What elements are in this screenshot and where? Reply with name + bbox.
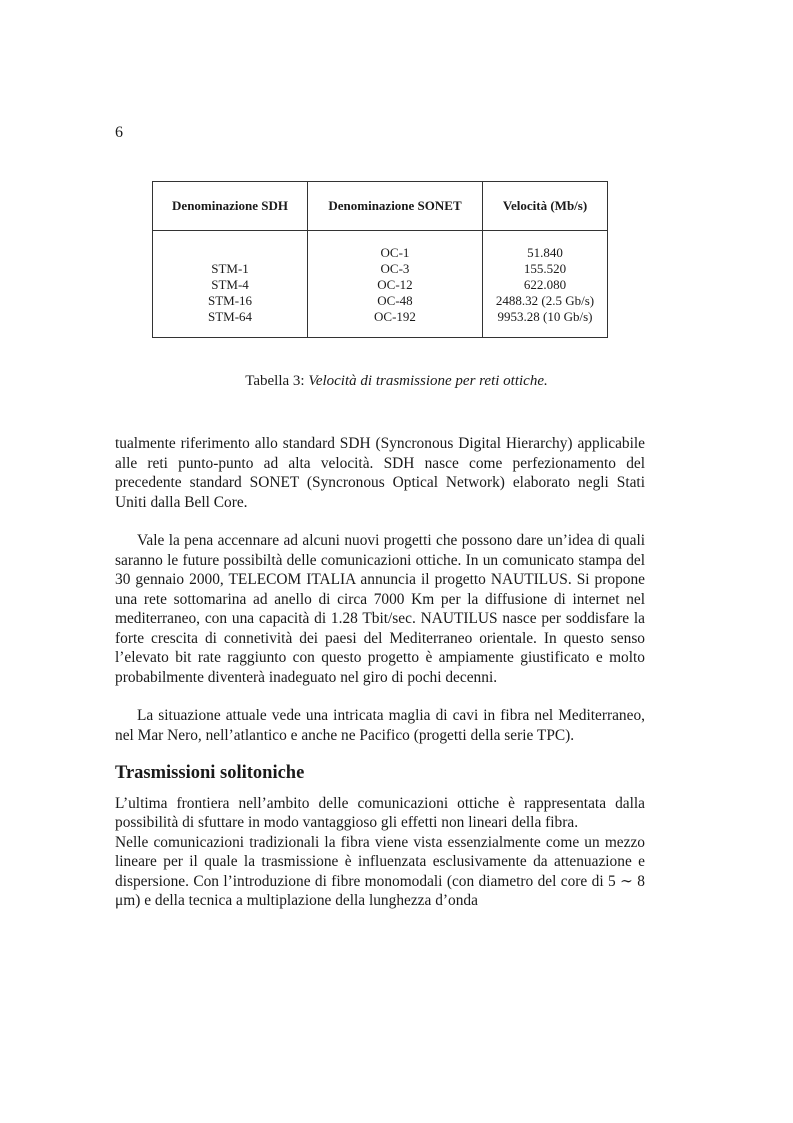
sonet-cell: OC-12 [377,277,413,292]
paragraph: Nelle comunicazioni tradizionali la fibra viene vista essenzialmente come un mezzo lineare per il quale la trasmissione è influenzata esclusivamente da attenuazione e dispersione. Con l’introduzione di fibre monomodali (con diametro del core di 5 ∼ 8 μm) e della tecnica a multiplazione della lunghezza d’onda [115,833,645,909]
body-text [115,434,645,911]
caption-text: Velocità di trasmissione per reti ottiche. [308,373,548,389]
paragraph: Vale la pena accennare ad alcuni nuovi progetti che possono dare un’idea di quali saranno le future possibiltà delle comunicazioni ottiche. In un comunicato stampa del 30 gennaio 2000, TELECOM ITALIA annuncia il progetto NAUTILUS. Si propone una rete sottomarina ad anello di circa 7000 Km per la diffusione di internet nel mediterraneo, con una capacità di 1.28 Tbit/sec. NAUTILUS nasce per soddisfare la forte crescita di connetività dei paesi del Mediterraneo orientale. In questo senso l’elevato bit rate raggiunto con questo progetto è ampiamente giustificato e molto probabilmente diventerà inadeguato nel giro di pochi decenni. [115,532,645,686]
sonet-cell: OC-48 [377,293,413,308]
caption-label: Tabella 3: [245,373,305,389]
sonet-cell: OC-1 [380,245,410,260]
speed-cell: 622.080 [523,277,567,292]
sdh-cell: STM-1 [211,261,249,276]
speed-cell: 51.840 [527,245,563,260]
speed-column [483,231,608,338]
paragraph: L’ultima frontiera nell’ambito delle comunicazioni ottiche è rappresentata dalla possibilità di sfuttare in modo vantaggioso gli effetti non lineari della fibra. [115,794,645,831]
sdh-column [153,231,308,338]
sdh-cell: STM-4 [211,277,249,292]
sonet-cell: OC-192 [374,309,416,324]
section-heading: Trasmissioni solitoniche [115,763,305,783]
header-sdh: Denominazione SDH [153,182,308,231]
speed-cell: 9953.28 (10 Gb/s) [497,309,593,324]
speed-cell: 155.520 [523,261,567,276]
sonet-column [308,231,483,338]
speed-table-wrapper [152,181,608,338]
table-header-row [153,182,608,231]
table-caption [0,373,793,390]
speed-cell: 2488.32 (2.5 Gb/s) [495,293,595,308]
sdh-cell: STM-16 [207,293,253,308]
header-speed: Velocità (Mb/s) [483,182,608,231]
page-number: 6 [115,124,123,141]
paragraph: tualmente riferimento allo standard SDH (Syncronous Digital Hierarchy) applicabile alle reti punto-punto ad alta velocità. SDH nasce come perfezionamento del precedente standard SONET (Syncronous Optical Network) elaborato negli Stati Uniti dalla Bell Core. [115,435,645,511]
paragraph: La situazione attuale vede una intricata maglia di cavi in fibra nel Mediterraneo, nel Mar Nero, nell’atlantico e anche ne Pacifico (progetti della serie TPC). [115,707,645,744]
sonet-cell: OC-3 [380,261,410,276]
sdh-cell: STM-64 [207,309,253,324]
sdh-cell [161,245,299,261]
speed-table [152,181,608,338]
table-body-row [153,231,608,338]
header-sonet: Denominazione SONET [308,182,483,231]
